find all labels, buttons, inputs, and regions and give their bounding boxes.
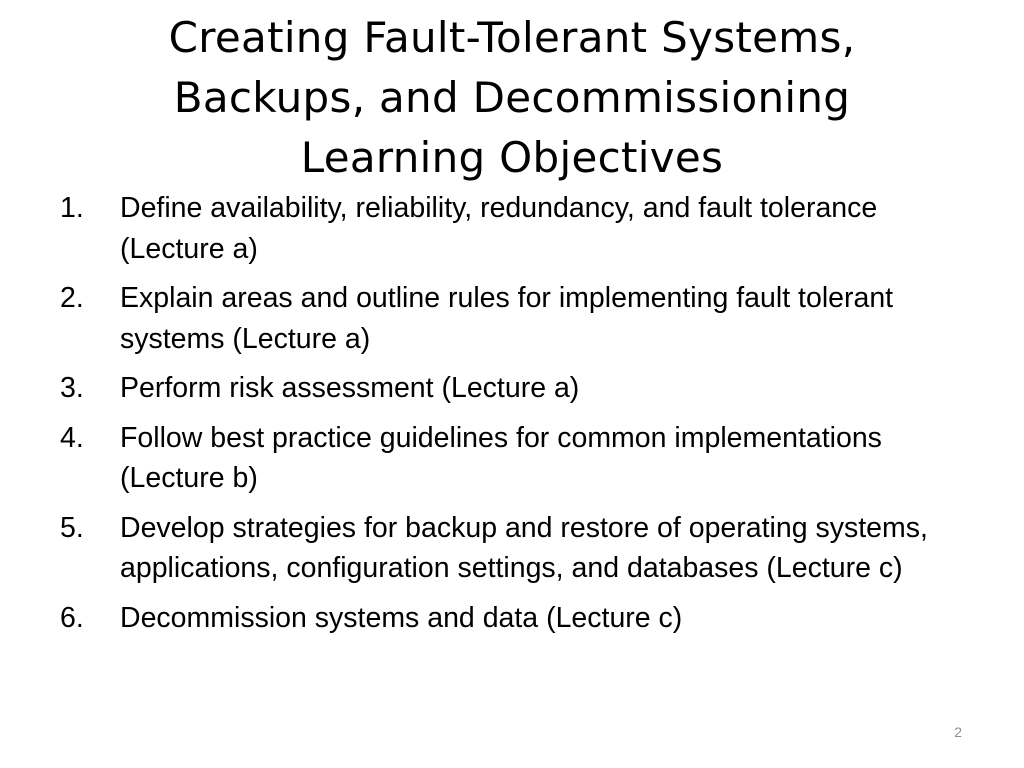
objective-item [60, 368, 960, 409]
objective-number: 4. [60, 421, 84, 454]
objective-number: 2. [60, 282, 84, 314]
objective-item [60, 598, 960, 639]
objective-text: Develop strategies for backup and restore of operating systems, applications, configuration settings, and databases (Lecture c) [120, 511, 928, 584]
objective-item [60, 418, 960, 499]
objective-text: Decommission systems and data (Lecture c) [120, 601, 683, 634]
slide-title [40, 8, 984, 188]
objective-item [60, 508, 960, 589]
objective-number: 6. [60, 601, 84, 634]
objective-number: 5. [60, 511, 84, 544]
title-line: Backups, and Decommissioning [173, 73, 851, 122]
objective-item [60, 188, 960, 269]
objective-text: Define availability, reliability, redundancy, and fault tolerance (Lecture a) [120, 192, 878, 265]
objective-text: Explain areas and outline rules for implementing fault tolerant systems (Lecture a) [120, 282, 894, 355]
objective-text: Follow best practice guidelines for common implementations (Lecture b) [120, 421, 882, 494]
title-line: Learning Objectives [300, 133, 724, 182]
objective-item [60, 278, 960, 359]
objective-number: 3. [60, 372, 84, 404]
title-line: Creating Fault-Tolerant Systems, [168, 13, 856, 62]
objective-number: 1. [60, 192, 84, 224]
objectives-list [60, 188, 960, 647]
slide-number: 2 [954, 724, 962, 740]
objective-text: Perform risk assessment (Lecture a) [120, 372, 580, 404]
